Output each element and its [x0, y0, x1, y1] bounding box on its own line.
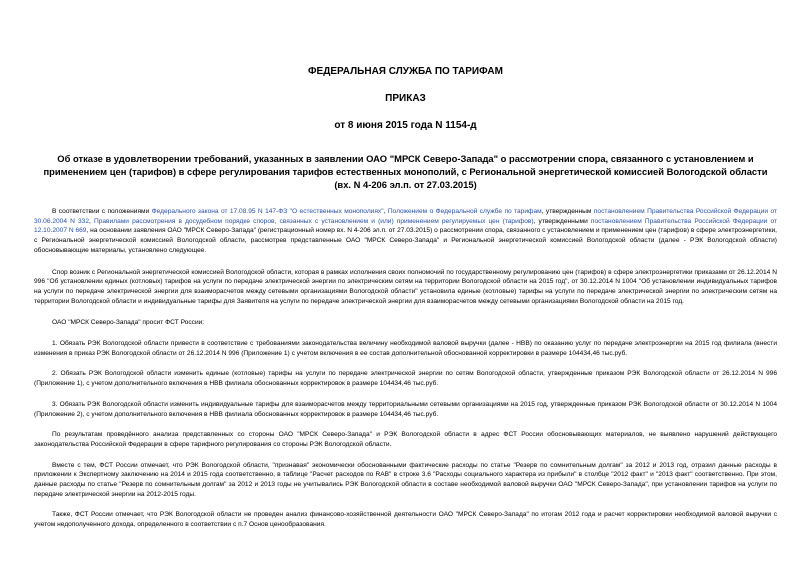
text-segment: ,: [89, 217, 94, 225]
text-segment: , утвержденным: [541, 208, 594, 215]
document-title: Об отказе в удовлетворении требований, указанных в заявлении ОАО "МРСК Северо-Запада" о рассмотрении спора, связанного с установлением и применением цен (тарифов) в сфере регулирования тарифов естественных монополий, с Региональной энергетической комиссией Вологодской области (вх. N 4-206 эл.п. от 27.03.2015): [43, 153, 768, 190]
text-segment: В соответствии с положениями: [52, 208, 152, 215]
text-segment: , утвержденными: [533, 217, 591, 225]
paragraph-request-2: 2. Обязать РЭК Вологодской области изменить единые (котловые) тарифы на услуги по передаче электрической энергии по сетям Вологодской области, утвержденные приказом РЭК Вологодской области от 26.12.2014 N 996 (Приложение 1), с учетом дополнительного включения в НВВ филиала обоснованных корректировок в размере 104434,46 тыс.руб.: [34, 370, 777, 388]
paragraph-analysis-result: По результатам проведённого анализа представленных со стороны ОАО "МРСК Северо-Запада" и РЭК Вологодской области в адрес ФСТ России обосновывающих материалов, не выявлено нарушений действующего законодательства Российской Федерации в сфере тарифного регулирования со стороны РЭК Вологодской области.: [34, 431, 777, 448]
link-fst-regulation[interactable]: Положением о Федеральной службе по тарифам: [387, 208, 542, 215]
paragraph-request-intro: ОАО "МРСК Северо-Запада" просит ФСТ России:: [52, 319, 205, 327]
agency-name: ФЕДЕРАЛЬНАЯ СЛУЖБА ПО ТАРИФАМ: [308, 66, 503, 77]
paragraph-reserve-expenses: Вместе с тем, ФСТ России отмечает, что РЭК Вологодской области, "признавая" экономически обоснованными фактические расходы по статье "Резерв по сомнительным долгам" за 2012 и 2013 год, отразил данные расходы в приложении к Экспертному заключению на 2014 и 2015 года соответственно, в таблице "Расчет расходов по RAB" в строке 3.6 "Расходы социального характера из прибыли" в столбце "2012 факт" и "2013 факт" соответственно. При этом, данные расходы по статье "Резерв по сомнительным долгам" за 2012 и 2013 годы не учитывались РЭК Вологодской области в составе необходимой валовой выручки ОАО "МРСК Северо-Запада", при установлении тарифов на услуги по передаче электрической энергии на 2012-2015 годы.: [34, 461, 777, 498]
paragraph-legal-basis: [34, 207, 777, 256]
text-segment: ,: [383, 208, 388, 215]
paragraph-dispute: Спор возник с Региональной энергетической комиссией Вологодской области, которая в рамках исполнения своих полномочий по государственному регулированию цен (тарифов) в сфере электроэнергетики приказами от 26.12.2014 N 996 "Об установлении единых (котловых) тарифов на услуги по передаче электрической энергии по электрическим сетям на территории Вологодской области на 2015 год", от 30.12.2014 N 1004 "Об установлении индивидуальных тарифов на услуги по передаче электрической энергии для взаиморасчетов между сетевыми организациями Вологодской области" установила единые (котловые) тарифы на услуги по передаче электрической энергии по электрическим сетям на территории Вологодской области и индивидуальные тарифы для Заявителя на услуги по передаче электрической энергии для взаиморасчетов между сетевыми организациями Вологодской области на 2015 год.: [34, 268, 777, 305]
paragraph-financial-analysis: Также, ФСТ России отмечает, что РЭК Вологодской области не проведен анализ финансово-хозяйственной деятельности ОАО "МРСК Северо-Запада" по итогам 2012 года и расчет корректировки необходимой валовой выручки с учетом недополученного дохода, определенного в соответствии с п.7 Основ ценообразования.: [34, 511, 777, 529]
link-government-decree-332[interactable]: постановлением Правительства Российской Федерации от 30.06.2004 N 332: [34, 208, 778, 225]
document-type: ПРИКАЗ: [385, 93, 426, 104]
text-segment: , на основании заявления ОАО "МРСК Северо-Запада" (регистрационный номер вх. N 4-206 эл.п. от 27.03.2015) о рассмотрении спора, связанного с установлением и применением цен (тарифов) в сфере электроэнергетики, с Региональной энергетической комиссией Вологодской области, рассмотрев представленные ОАО "МРСК Северо-Запада" и Региональной энергетической комиссией Вологодской области (далее - РЭК Вологодской области) обосновывающие материалы, установлено следующее.: [34, 227, 777, 254]
document-date: от 8 июня 2015 года N 1154-д: [334, 120, 477, 131]
link-government-decree-669[interactable]: постановлением Правительства Российской Федерации от 12.10.2007 N 669: [34, 217, 778, 235]
link-federal-law[interactable]: Федерального закона от 17.08.95 N 147-ФЗ "О естественных монополиях": [151, 208, 384, 215]
paragraph-request-1: 1. Обязать РЭК Вологодской области привести в соответствие с требованиями законодательства величину необходимой валовой выручки (далее - НВВ) по оказанию услуг по передаче электроэнергии на 2015 год филиала (внести изменения в приказ РЭК Вологодской области от 26.12.2014 N 996 (Приложение 1) с учетом включения в ее состав дополнительной обоснованной корректировки в размере 104434,46 тыс.руб.: [34, 340, 777, 357]
paragraph-request-3: 3. Обязать РЭК Вологодской области изменить индивидуальные тарифы для взаиморасчетов между территориальными сетевыми организациями на 2015 год, утвержденные приказом РЭК Вологодской области от 30.12.2014 N 1004 (Приложение 2), с учетом дополнительного включения в НВВ филиала обоснованных корректировок в размере 104434,46 тыс.руб.: [34, 400, 777, 418]
link-dispute-rules[interactable]: Правилами рассмотрения в досудебном порядке споров, связанных с установлением и (или) применением регулируемых цен (тарифов): [93, 217, 534, 225]
